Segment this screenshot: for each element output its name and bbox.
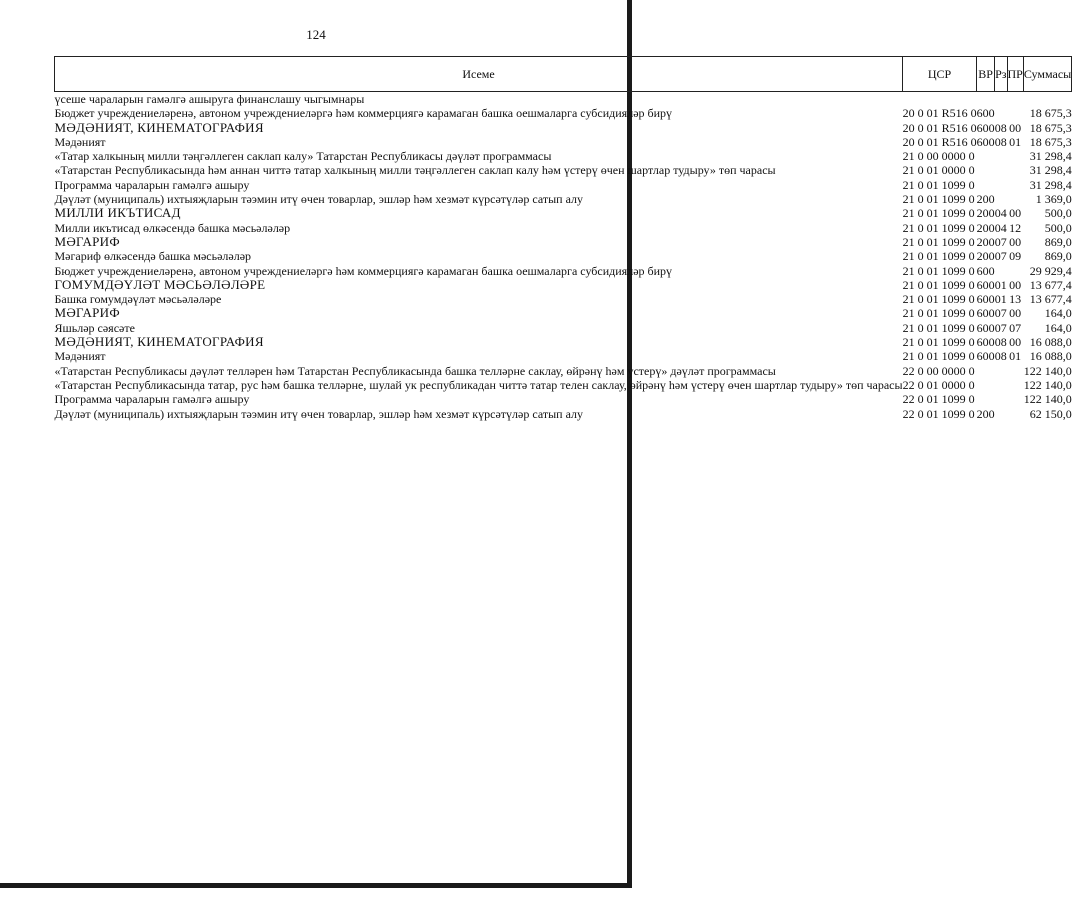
- cell-sum: 500,0: [1044, 220, 1072, 235]
- table-row: [55, 364, 1072, 378]
- cell-rz: [995, 92, 1007, 107]
- cell-vr: 200: [976, 234, 995, 249]
- cell-rz: 07: [994, 306, 1007, 321]
- header-rz: Рз: [995, 57, 1007, 92]
- cell-name: Башка гомумдәүләт мәсьәләләре: [54, 292, 222, 307]
- cell-csr: 21 0 01 1099 0: [902, 292, 975, 307]
- cell-pr: 07: [1009, 320, 1022, 335]
- cell-name: Бюджет учреждениеләренә, автоном учреждениеләргә һәм коммерциягә карамаган башка оешмаларга субсидияләр бирү: [54, 263, 673, 278]
- cell-name: үсеше чараларын гамәлгә ашыруга финанслашу чыгымнары: [54, 92, 365, 106]
- cell-pr: [1007, 192, 1023, 206]
- cell-pr: [1007, 364, 1023, 378]
- cell-rz: 04: [994, 206, 1007, 221]
- cell-vr: 200: [976, 220, 995, 235]
- cell-name: «Татарстан Республикасында татар, рус һәм башка телләрне, шулай ук республикадан читтә татар телен саклау, өйрәнү һәм үстерү өчен шартлар тудыру» төп чарасы: [54, 377, 903, 392]
- cell-sum: 122 140,0: [1023, 363, 1072, 378]
- cell-rz: [995, 163, 1007, 177]
- cell-rz: 07: [994, 234, 1007, 249]
- cell-vr: 600: [976, 120, 995, 135]
- cell-csr: 22 0 01 1099 0: [902, 392, 975, 407]
- cell-rz: 07: [994, 320, 1007, 335]
- cell-csr: 22 0 01 1099 0: [902, 406, 975, 421]
- cell-pr: [1007, 264, 1023, 278]
- cell-name: «Татарстан Республикасы дәүләт телләрен һәм Татарстан Республикасында башка телләрне саклау, өйрәнү һәм үстерү» дәүләт программасы: [54, 363, 776, 378]
- cell-vr: 200: [976, 206, 995, 221]
- cell-rz: [995, 392, 1007, 406]
- cell-csr: 21 0 01 1099 0: [902, 263, 975, 278]
- header-sum: Суммасы: [1023, 57, 1071, 92]
- table-row: [55, 221, 1072, 235]
- cell-pr: [1007, 392, 1023, 406]
- table-row: [55, 149, 1072, 163]
- cell-vr: [977, 163, 995, 177]
- cell-vr: [977, 178, 995, 192]
- cell-sum: 16 088,0: [1029, 335, 1072, 350]
- cell-rz: [995, 264, 1007, 278]
- cell-vr: 600: [976, 292, 995, 307]
- cell-vr: 600: [976, 106, 995, 121]
- cell-csr: 21 0 01 1099 0: [902, 335, 975, 350]
- table-row: [55, 249, 1072, 263]
- cell-vr: [977, 149, 995, 163]
- table-row: [55, 292, 1072, 306]
- cell-vr: 600: [976, 349, 995, 364]
- cell-name: Бюджет учреждениеләренә, автоном учреждениеләргә һәм коммерциягә карамаган башка оешмаларга субсидияләр бирү: [54, 106, 673, 121]
- cell-name: МИЛЛИ ИКЪТИСАД: [54, 205, 181, 221]
- cell-rz: 01: [994, 277, 1007, 292]
- cell-pr: 12: [1009, 220, 1022, 235]
- cell-sum: 122 140,0: [1023, 377, 1072, 392]
- cell-csr: [903, 92, 977, 107]
- header-csr: ЦСР: [903, 57, 977, 92]
- table-row: [55, 135, 1072, 149]
- cell-vr: 600: [976, 306, 995, 321]
- cell-sum: 869,0: [1044, 249, 1072, 264]
- cell-name: Мәдәният: [54, 349, 106, 364]
- cell-rz: [995, 106, 1007, 120]
- cell-pr: 00: [1009, 234, 1022, 249]
- budget-table: [54, 56, 1072, 421]
- cell-csr: 22 0 01 0000 0: [902, 377, 975, 392]
- cell-name: МӘГАРИФ: [54, 233, 120, 249]
- cell-csr: 21 0 01 0000 0: [902, 163, 975, 178]
- cell-name: Мәгариф өлкәсендә башка мәсьәләләр: [54, 249, 252, 264]
- cell-rz: [995, 364, 1007, 378]
- table-row: [55, 92, 1072, 107]
- cell-csr: 21 0 01 1099 0: [902, 192, 975, 207]
- cell-pr: [1007, 106, 1023, 120]
- cell-csr: 22 0 00 0000 0: [902, 363, 975, 378]
- cell-rz: 08: [994, 349, 1007, 364]
- cell-sum: 13 677,4: [1029, 292, 1072, 307]
- cell-vr: 600: [976, 263, 995, 278]
- cell-sum: 13 677,4: [1029, 277, 1072, 292]
- cell-pr: 01: [1009, 134, 1022, 149]
- page-number: 124: [306, 27, 326, 42]
- cell-rz: 07: [994, 249, 1007, 264]
- cell-sum: 29 929,4: [1029, 263, 1072, 278]
- cell-vr: [977, 378, 995, 392]
- cell-rz: [995, 407, 1007, 421]
- cell-pr: 09: [1009, 249, 1022, 264]
- table-row: [55, 378, 1072, 392]
- cell-pr: 00: [1009, 306, 1022, 321]
- cell-sum: [1023, 92, 1071, 107]
- cell-vr: 200: [976, 406, 995, 421]
- cell-pr: [1007, 178, 1023, 192]
- cell-name: Дәүләт (муниципаль) ихтыяҗларын тәэмин итү өчен товарлар, эшләр һәм хезмәт күрсәтүләр сатып алу: [54, 406, 583, 421]
- table-header-row: [55, 57, 1072, 92]
- cell-name: Дәүләт (муниципаль) ихтыяҗларын тәэмин итү өчен товарлар, эшләр һәм хезмәт күрсәтүләр сатып алу: [54, 192, 583, 207]
- table-row: [55, 278, 1072, 292]
- cell-rz: [995, 178, 1007, 192]
- cell-sum: 1 369,0: [1035, 192, 1072, 207]
- cell-sum: 869,0: [1044, 234, 1072, 249]
- cell-csr: 20 0 01 R516 0: [902, 106, 977, 121]
- cell-vr: 600: [976, 134, 995, 149]
- header-name: Исеме: [55, 57, 903, 92]
- table-row: [55, 306, 1072, 320]
- cell-rz: [995, 378, 1007, 392]
- cell-name: Яшьләр сәясәте: [54, 320, 135, 335]
- cell-name: Милли икътисад өлкәсендә башка мәсьәләләр: [54, 220, 291, 235]
- cell-vr: 600: [976, 335, 995, 350]
- cell-pr: 00: [1009, 277, 1022, 292]
- cell-rz: [995, 192, 1007, 206]
- cell-csr: 21 0 01 1099 0: [902, 320, 975, 335]
- cell-pr: [1007, 378, 1023, 392]
- cell-sum: 18 675,3: [1029, 134, 1072, 149]
- cell-sum: 31 298,4: [1029, 149, 1072, 164]
- cell-vr: [977, 364, 995, 378]
- cell-name: Мәдәният: [54, 134, 106, 149]
- cell-rz: [995, 149, 1007, 163]
- cell-csr: 21 0 01 1099 0: [902, 220, 975, 235]
- cell-vr: 200: [976, 192, 995, 207]
- cell-csr: 20 0 01 R516 0: [902, 134, 977, 149]
- cell-vr: 600: [976, 320, 995, 335]
- cell-pr: 13: [1009, 292, 1022, 307]
- cell-pr: [1007, 163, 1023, 177]
- cell-pr: [1007, 149, 1023, 163]
- cell-vr: 200: [976, 249, 995, 264]
- table-row: [55, 121, 1072, 135]
- cell-name: «Татарстан Республикасында һәм аннан читтә татар халкының милли тәңгәллеген саклап калу һәм үстерү өчен шартлар тудыру» төп чарасы: [54, 163, 776, 178]
- cell-sum: 16 088,0: [1029, 349, 1072, 364]
- cell-name: «Татар халкының милли тәңгәллеген саклап калу» Татарстан Республикасы дәүләт программасы: [54, 149, 552, 164]
- table-row: [55, 163, 1072, 177]
- cell-csr: 21 0 01 1099 0: [902, 206, 975, 221]
- cell-sum: 122 140,0: [1023, 392, 1072, 407]
- cell-name: МӘДӘНИЯТ, КИНЕМАТОГРАФИЯ: [54, 119, 264, 135]
- cell-rz: 08: [994, 335, 1007, 350]
- cell-csr: 21 0 01 1099 0: [902, 177, 975, 192]
- table-row: [55, 206, 1072, 220]
- cell-pr: 00: [1009, 206, 1022, 221]
- cell-sum: 164,0: [1044, 306, 1072, 321]
- cell-csr: 21 0 00 0000 0: [902, 149, 975, 164]
- header-vr: ВР: [977, 57, 995, 92]
- cell-csr: 21 0 01 1099 0: [902, 349, 975, 364]
- cell-rz: 04: [994, 220, 1007, 235]
- table-row: [55, 407, 1072, 421]
- cell-pr: 00: [1009, 120, 1022, 135]
- table-row: [55, 264, 1072, 278]
- cell-name: МӘГАРИФ: [54, 305, 120, 321]
- cell-rz: 01: [994, 292, 1007, 307]
- cell-csr: 21 0 01 1099 0: [902, 249, 975, 264]
- cell-pr: 01: [1009, 349, 1022, 364]
- table-body: [55, 92, 1072, 421]
- table-row: [55, 178, 1072, 192]
- table-row: [55, 106, 1072, 120]
- cell-sum: 18 675,3: [1029, 120, 1072, 135]
- cell-sum: 500,0: [1044, 206, 1072, 221]
- cell-rz: 08: [994, 134, 1007, 149]
- cell-vr: [977, 392, 995, 406]
- cell-vr: 600: [976, 277, 995, 292]
- table-row: [55, 192, 1072, 206]
- cell-name: ГОМУМДӘҮЛӘТ МӘСЬӘЛӘЛӘРЕ: [54, 276, 266, 292]
- table-row: [55, 349, 1072, 363]
- table-row: [55, 321, 1072, 335]
- cell-vr: [977, 92, 995, 107]
- cell-pr: 00: [1009, 335, 1022, 350]
- cell-name: МӘДӘНИЯТ, КИНЕМАТОГРАФИЯ: [54, 334, 264, 350]
- cell-csr: 21 0 01 1099 0: [902, 234, 975, 249]
- cell-name: Программа чараларын гамәлгә ашыру: [54, 392, 250, 407]
- header-pr: ПР: [1007, 57, 1023, 92]
- cell-csr: 21 0 01 1099 0: [902, 277, 975, 292]
- cell-sum: 164,0: [1044, 320, 1072, 335]
- cell-rz: 08: [994, 120, 1007, 135]
- table-row: [55, 235, 1072, 249]
- cell-sum: 18 675,3: [1029, 106, 1072, 121]
- table-row: [55, 335, 1072, 349]
- cell-csr: 20 0 01 R516 0: [902, 120, 977, 135]
- table-row: [55, 392, 1072, 406]
- cell-name: Программа чараларын гамәлгә ашыру: [54, 177, 250, 192]
- cell-sum: 62 150,0: [1029, 406, 1072, 421]
- cell-sum: 31 298,4: [1029, 177, 1072, 192]
- cell-pr: [1007, 407, 1023, 421]
- cell-sum: 31 298,4: [1029, 163, 1072, 178]
- cell-csr: 21 0 01 1099 0: [902, 306, 975, 321]
- cell-pr: [1007, 92, 1023, 107]
